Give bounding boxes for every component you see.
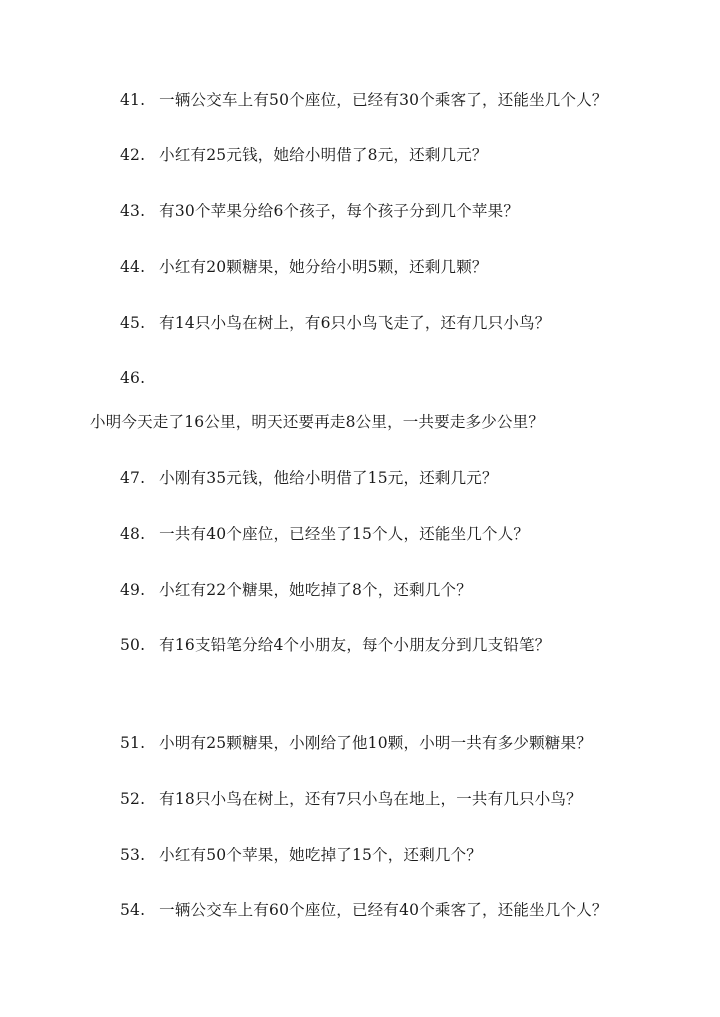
question-text: 一辆公交车上有60个座位，已经有40个乘客了，还能坐几个人？ bbox=[159, 901, 608, 919]
question-number: 48. bbox=[120, 525, 146, 543]
question-51 bbox=[120, 733, 592, 753]
question-text: 有30个苹果分给6个孩子，每个孩子分到几个苹果？ bbox=[159, 202, 520, 220]
question-42 bbox=[120, 145, 488, 165]
question-number: 42. bbox=[120, 146, 146, 164]
question-text: 有16支铅笔分给4个小朋友，每个小朋友分到几支铅笔？ bbox=[159, 636, 551, 654]
question-50 bbox=[120, 635, 550, 655]
question-text: 一共有40个座位，已经坐了15个人，还能坐几个人？ bbox=[159, 525, 530, 543]
question-48 bbox=[120, 524, 529, 544]
question-number: 52. bbox=[120, 790, 146, 808]
question-45 bbox=[120, 313, 550, 333]
question-number: 50. bbox=[120, 636, 146, 654]
question-number: 43. bbox=[120, 202, 146, 220]
question-number: 53. bbox=[120, 846, 146, 864]
question-number: 47. bbox=[120, 469, 146, 487]
question-41 bbox=[120, 90, 608, 110]
question-46 bbox=[120, 368, 154, 388]
question-text: 有18只小鸟在树上，还有7只小鸟在地上，一共有几只小鸟？ bbox=[159, 790, 582, 808]
question-number: 46. bbox=[120, 369, 146, 387]
question-text: 小红有25元钱，她给小明借了8元，还剩几元？ bbox=[159, 146, 488, 164]
question-44 bbox=[120, 257, 488, 277]
question-number: 51. bbox=[120, 734, 146, 752]
question-text: 一辆公交车上有50个座位，已经有30个乘客了，还能坐几个人？ bbox=[159, 91, 608, 109]
question-number: 49. bbox=[120, 581, 146, 599]
question-47 bbox=[120, 468, 498, 488]
question-52 bbox=[120, 789, 582, 809]
question-54 bbox=[120, 900, 608, 920]
question-text: 小刚有35元钱，他给小明借了15元，还剩几元？ bbox=[159, 469, 498, 487]
question-number: 44. bbox=[120, 258, 146, 276]
question-number: 41. bbox=[120, 91, 146, 109]
question-43 bbox=[120, 201, 519, 221]
question-number: 54. bbox=[120, 901, 146, 919]
question-text: 有14只小鸟在树上，有6只小鸟飞走了，还有几只小鸟？ bbox=[159, 314, 551, 332]
question-53 bbox=[120, 845, 482, 865]
question-text: 小红有22个糖果，她吃掉了8个，还剩几个？ bbox=[159, 581, 472, 599]
question-text: 小红有20颗糖果，她分给小明5颗，还剩几颗？ bbox=[159, 258, 488, 276]
question-46-text: 小明今天走了16公里，明天还要再走8公里，一共要走多少公里？ bbox=[90, 413, 545, 431]
question-text: 小红有50个苹果，她吃掉了15个，还剩几个？ bbox=[159, 846, 482, 864]
question-text: 小明有25颗糖果，小刚给了他10颗，小明一共有多少颗糖果？ bbox=[159, 734, 592, 752]
question-number: 45. bbox=[120, 314, 146, 332]
question-49 bbox=[120, 580, 472, 600]
